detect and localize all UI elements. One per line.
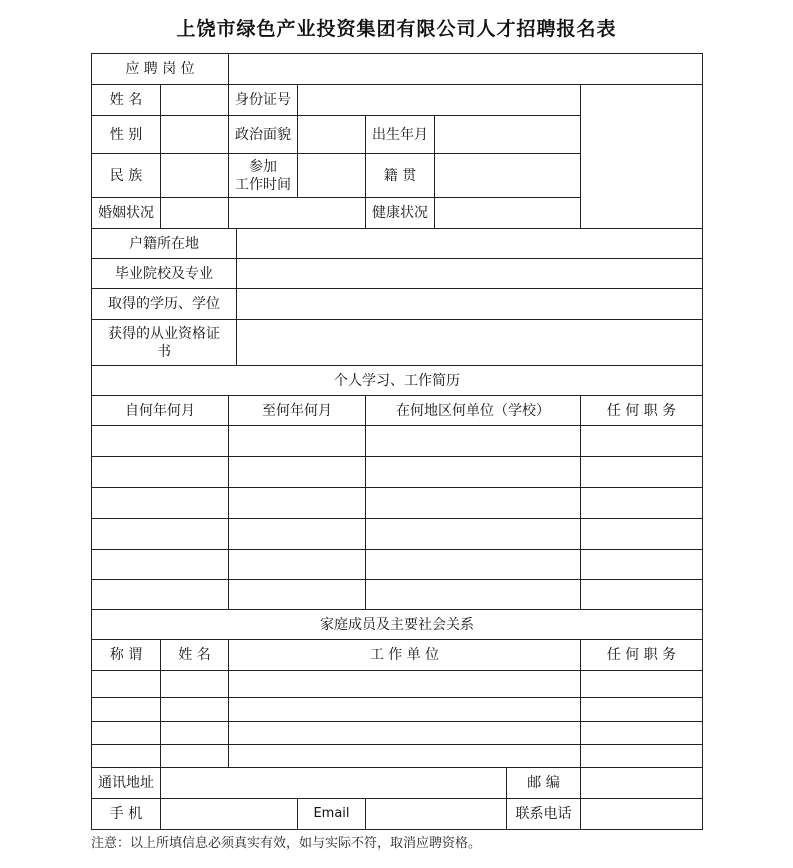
political-status-label: 政治面貌 — [235, 126, 291, 143]
position-field[interactable] — [229, 54, 702, 84]
native-place-field[interactable] — [435, 154, 580, 197]
resume-header-unit: 在何地区何单位（学校） — [396, 402, 550, 419]
resume-row[interactable] — [92, 488, 702, 518]
resume-row[interactable] — [92, 550, 702, 579]
qualification-label: 获得的从业资格证 书 — [108, 325, 220, 360]
family-section-title: 家庭成员及主要社会关系 — [320, 616, 474, 633]
id-number-field[interactable] — [298, 85, 580, 115]
political-status-field[interactable] — [298, 116, 365, 153]
health-status-label: 健康状况 — [372, 205, 428, 221]
gender-field[interactable] — [161, 116, 228, 153]
family-header-unit: 工 作 单 位 — [369, 647, 440, 663]
household-location-label: 户籍所在地 — [129, 235, 199, 252]
work-start-field[interactable] — [298, 154, 365, 197]
birth-date-field[interactable] — [435, 116, 580, 153]
id-number-label: 身份证号 — [235, 92, 291, 108]
table-line — [91, 829, 703, 830]
marital-status-field[interactable] — [161, 198, 365, 228]
position-label: 应 聘 岗 位 — [125, 61, 195, 77]
ethnicity-label: 民 族 — [109, 167, 143, 184]
address-label: 通讯地址 — [98, 775, 154, 791]
phone-field[interactable] — [581, 799, 702, 829]
gender-label: 性 别 — [109, 126, 143, 143]
resume-row[interactable] — [92, 426, 702, 456]
email-label: Email — [313, 806, 350, 821]
qualification-field[interactable] — [237, 320, 702, 365]
phone-label: 联系电话 — [515, 806, 572, 822]
school-major-field[interactable] — [237, 259, 702, 288]
work-start-label: 参加 工作时间 — [235, 158, 291, 193]
mobile-label: 手 机 — [109, 806, 143, 822]
family-row[interactable] — [92, 745, 702, 767]
family-header-relation: 称 谓 — [109, 647, 143, 663]
birth-date-label: 出生年月 — [372, 126, 428, 143]
photo-area[interactable] — [581, 85, 702, 228]
mobile-field[interactable] — [161, 799, 297, 829]
address-field[interactable] — [161, 768, 506, 798]
resume-row[interactable] — [92, 457, 702, 487]
school-major-label: 毕业院校及专业 — [115, 265, 213, 282]
resume-header-to: 至何年何月 — [262, 402, 332, 419]
resume-header-from: 自何年何月 — [125, 402, 195, 419]
postcode-label: 邮 编 — [527, 775, 560, 791]
family-row[interactable] — [92, 722, 702, 744]
name-label: 姓 名 — [109, 92, 143, 108]
resume-header-duty: 任 何 职 务 — [606, 402, 677, 419]
marital-status-label: 婚姻状况 — [98, 205, 154, 221]
family-row[interactable] — [92, 698, 702, 721]
resume-section-title: 个人学习、工作简历 — [334, 372, 460, 389]
postcode-field[interactable] — [581, 768, 702, 798]
table-line — [702, 53, 703, 830]
form-title: 上饶市绿色产业投资集团有限公司人才招聘报名表 — [176, 18, 617, 40]
name-field[interactable] — [161, 85, 228, 115]
family-header-name: 姓 名 — [178, 647, 211, 663]
footer-note: 注意：以上所填信息必须真实有效，如与实际不符，取消应聘资格。 — [91, 836, 482, 851]
household-location-field[interactable] — [237, 229, 702, 258]
family-header-duty: 任 何 职 务 — [606, 647, 677, 663]
application-form — [91, 53, 703, 830]
family-row[interactable] — [92, 671, 702, 697]
degree-field[interactable] — [237, 289, 702, 319]
resume-row[interactable] — [92, 580, 702, 609]
email-field[interactable] — [366, 799, 506, 829]
native-place-label: 籍 贯 — [383, 167, 417, 184]
degree-label: 取得的学历、学位 — [108, 296, 220, 312]
resume-row[interactable] — [92, 519, 702, 549]
health-status-field[interactable] — [435, 198, 580, 228]
ethnicity-field[interactable] — [161, 154, 228, 197]
